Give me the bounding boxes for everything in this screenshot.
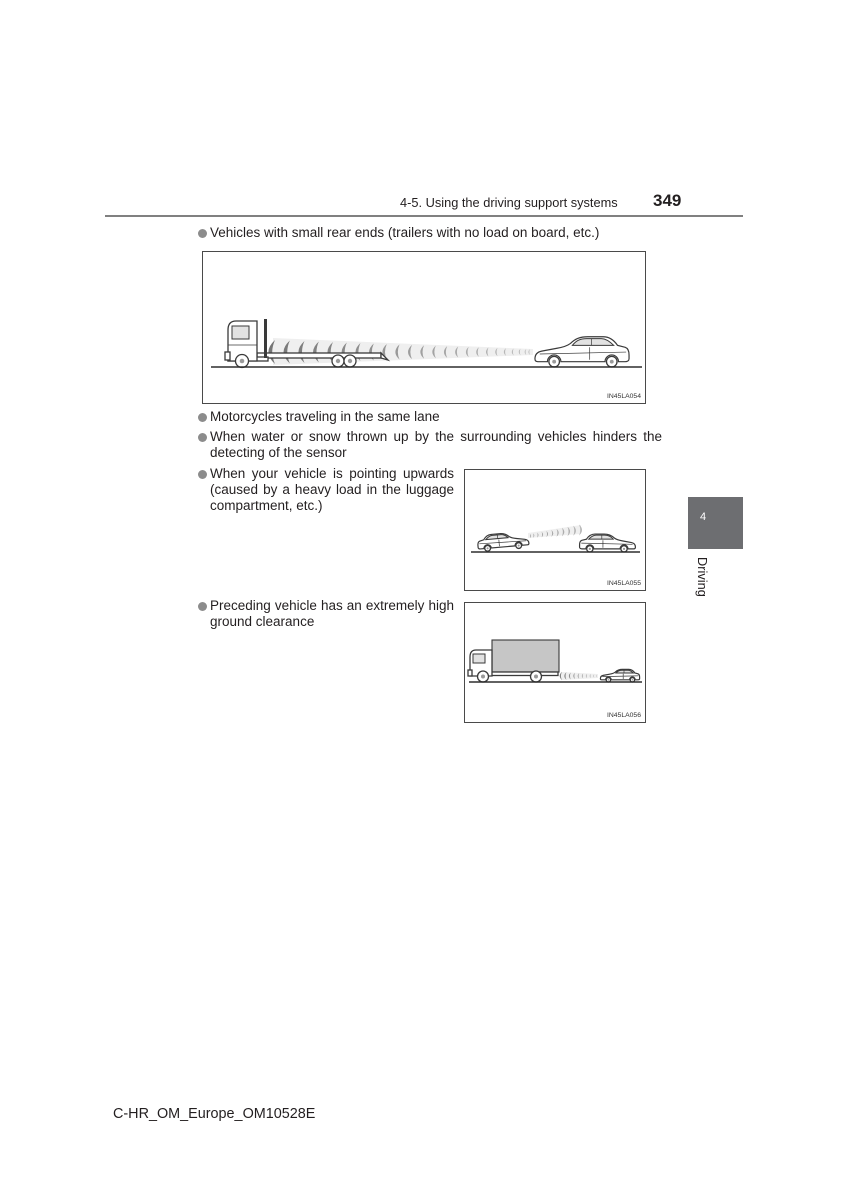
bullet-icon: [198, 413, 207, 422]
truck-window: [232, 326, 249, 339]
trailer-wheel-hub: [348, 359, 352, 363]
list-item-text: Vehicles with small rear ends (trailers with no load on board, etc.): [210, 225, 600, 240]
figure-trailer-example: [202, 251, 646, 404]
list-item-text: (caused by a heavy load in the luggage: [210, 482, 454, 497]
document-id: C-HR_OM_Europe_OM10528E: [113, 1106, 316, 1122]
figure-code: IN45LA055: [606, 580, 641, 587]
list-item-text: ground clearance: [210, 614, 315, 629]
list-item: [198, 466, 454, 514]
page-number: 349: [653, 191, 682, 210]
list-item: [198, 598, 454, 630]
bullet-icon: [198, 602, 207, 611]
list-item-text: When water or snow thrown up by the surrounding vehicles hinders the: [210, 429, 662, 444]
own-vehicle-car: [600, 669, 639, 682]
figure-high-ground-clearance: [464, 602, 646, 723]
chapter-tab: [688, 497, 743, 549]
bullet-icon: [198, 433, 207, 442]
radar-beam: [528, 525, 581, 538]
truck-bumper: [225, 352, 230, 360]
list-item-text: compartment, etc.): [210, 498, 323, 513]
list-item-text: detecting of the sensor: [210, 445, 347, 460]
figure-vehicle-pointing-upwards: [464, 469, 646, 591]
truck-window: [473, 654, 485, 663]
header-rule: [105, 215, 743, 217]
radar-beam: [562, 672, 598, 680]
list-item: [198, 225, 662, 241]
radar-beam: [273, 338, 533, 365]
illustration-pointing-upwards: [465, 470, 645, 590]
list-item: [198, 409, 662, 425]
own-vehicle-car: [535, 337, 629, 367]
bullet-icon: [198, 470, 207, 479]
truck-bumper: [468, 670, 472, 676]
truck-cargo-box: [492, 640, 559, 672]
list-item-text: Preceding vehicle has an extremely high: [210, 598, 454, 613]
preceding-vehicle-car: [580, 534, 636, 552]
truck-wheel-hub: [240, 359, 245, 364]
illustration-trailer: [203, 252, 645, 403]
figure-code: IN45LA054: [606, 393, 641, 400]
trailer-wheel-hub: [336, 359, 340, 363]
truck-wheel-hub: [534, 675, 538, 679]
chapter-number: 4: [700, 511, 707, 523]
bullet-icon: [198, 229, 207, 238]
trailer-deck: [257, 353, 381, 358]
section-heading: 4-5. Using the driving support systems: [400, 195, 618, 210]
list-item-text: Motorcycles traveling in the same lane: [210, 409, 440, 424]
own-vehicle-car: [477, 531, 529, 552]
trailer-post: [264, 319, 267, 358]
truck-wheel-hub: [481, 675, 485, 679]
list-item: [198, 429, 662, 461]
list-item-text: When your vehicle is pointing upwards: [210, 466, 454, 481]
high-clearance-truck: [468, 640, 559, 682]
figure-code: IN45LA056: [606, 712, 641, 719]
chapter-label: Driving: [695, 557, 710, 597]
illustration-high-clearance: [465, 603, 645, 722]
radar-wave: [560, 672, 562, 680]
